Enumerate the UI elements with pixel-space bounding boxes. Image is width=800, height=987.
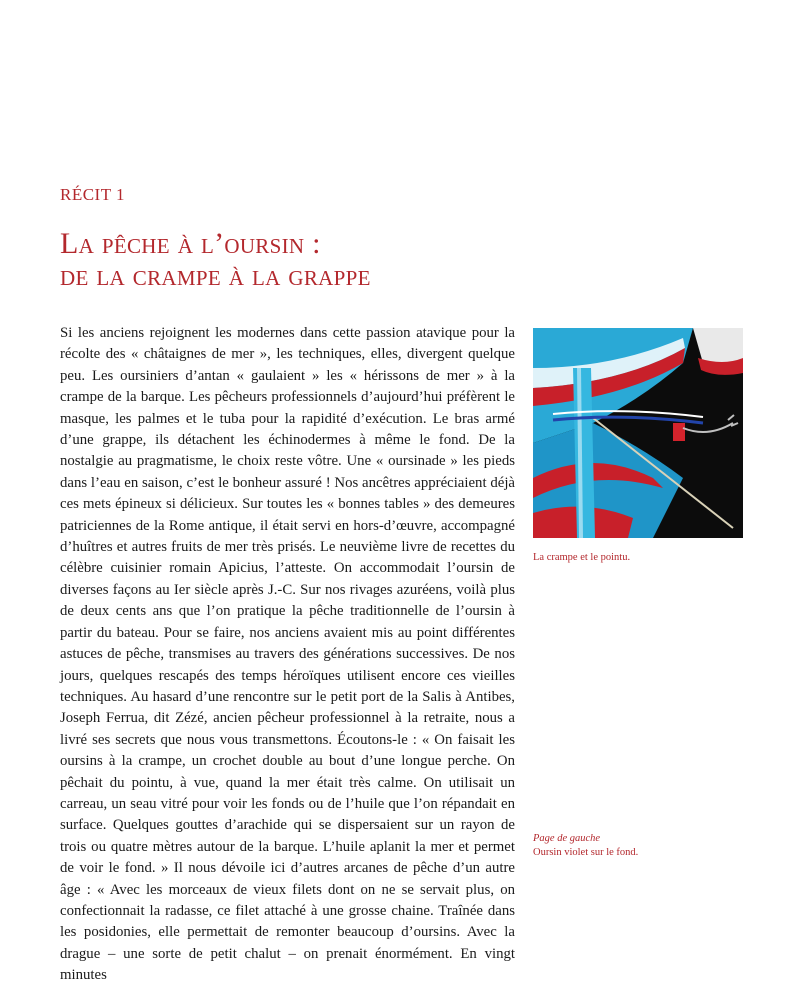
page-title [60,228,700,292]
title-line-2: de la crampe à la grappe [60,259,371,292]
side-note [533,832,753,860]
boat-photo [533,328,743,538]
boat-photo-illustration [533,328,743,538]
body-paragraph: Si les anciens rejoignent les modernes dans cette passion atavique pour la récolte des « châtaignes de mer », les techniques, elles, divergent quelque peu. Les oursiniers d’antan « gaulaient » les « hérissons de mer » à la crampe de la barque. Les pêcheurs professionnels d’aujourd’hui préfèrent le masque, les palmes et le tuba pour la rapidité d’exécution. Le bras armé d’une grappe, ils détachent les échinodermes à même le fond. De la nostalgie au pragmatisme, le choix reste vôtre. Une « oursinade » les pieds dans l’eau en saison, c’est le bonheur assuré ! Nos ancêtres appréciaient déjà ces mets épineux si délicieux. Sur toutes les « bonnes tables » des demeures patriciennes de la Rome antique, il était servi en hors-d’œuvre, accompagné d’huîtres et autres fruits de mer très prisés. Le neuvième livre de recettes du célèbre cuisinier romain Apicius, l’atteste. On accommodait l’oursin de diverses façons au Ier siècle après J.-C. Sur nos rivages azuréens, voilà plus de deux cents ans que l’on pratique la pêche traditionnelle de l’oursin à partir du bateau. Pour se faire, nos anciens avaient mis au point différentes astuces de pêche, transmises au travers des générations successives. De nos jours, quelques rescapés des temps héroïques utilisent encore ces vieilles techniques. Au hasard d’une rencontre sur le petit port de la Salis à Antibes, Joseph Ferrua, dit Zézé, ancien pêcheur professionnel à la retraite, nous a livré ses secrets que nous vous transmettons. Écoutons-le : « On faisait les oursins à la crampe, un crochet double au bout d’une longue perche. On pêchait du pointu, à vue, quand la mer était très calme. On utilisait un carreau, un seau vitré pour voir les fonds ou de l’huile que l’on répandait en surface. Quelques gouttes d’arachide qui se dispersaient sur un rayon de trois ou quatre mètres autour de la barque. L’huile aplanit la mer et permet de voir le fond. » Il nous dévoile ici d’autres arcanes de pêche d’un autre âge : « Avec les morceaux de vieux filets dont on ne se servait plus, on confectionnait la radasse, ce filet attaché à une grosse chaine. Traînée dans les posidonies, elle permettait de remonter beaucoup d’oursins. Avec la drague – une sorte de petit chalut – on prenait énormément. En vingt minutes [60,325,515,984]
side-note-description: Oursin violet sur le fond. [533,847,639,858]
side-note-label: Page de gauche [533,833,601,844]
photo-caption: La crampe et le pointu. [533,552,631,563]
section-kicker: RÉCIT 1 [60,185,126,204]
article-body [60,323,515,987]
title-line-1: La pêche à l’oursin : [60,227,321,260]
